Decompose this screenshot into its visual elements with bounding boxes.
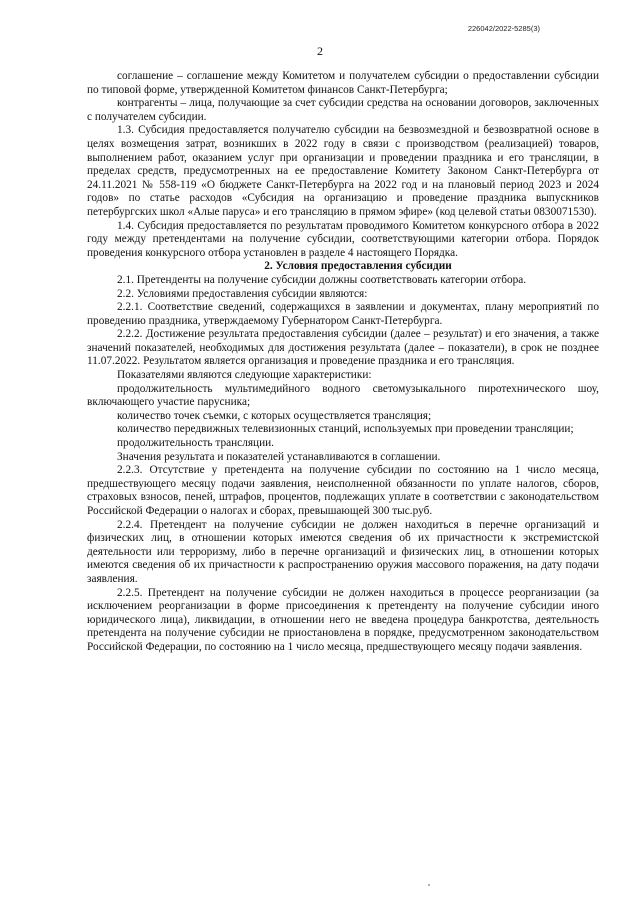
paragraph-2-2-5: 2.2.5. Претендент на получение субсидии не должен находиться в процессе реорганизации (за исключением реорганизации в форме присоединения к претенденту на получение субсидии иного юридического лица), ликвидации, в отношении него не введена процедура банкротства, деятельность претендента на получение субсидии не приостановлена в порядке, предусмотренном законодательством Российской Федерации, по состоянию на 1 число месяца, предшествующего месяцу подачи заявления. [87, 586, 599, 653]
paragraph-1-3: 1.3. Субсидия предоставляется получателю субсидии на безвозмездной и безвозвратной основе в целях возмещения затрат, возникших в 2022 году в связи с производством (реализацией) товаров, выполнением работ, оказанием услуг при организации и проведении праздника и его трансляции, в пределах средств, предусмотренных на ее предоставление Комитету Законом Санкт-Петербурга от 24.11.2021 № 558-119 «О бюджете Санкт-Петербурга на 2022 год и на плановый период 2023 и 2024 годов» по статье расходов «Субсидия на организацию и проведение праздника выпускников петербургских школ «Алые паруса» и его трансляцию в прямом эфире» (код целевой статьи 0830071530). [87, 124, 599, 218]
paragraph-definition-contractors: контрагенты – лица, получающие за счет субсидии средства на основании договоров, заключенных с получателем субсидии. [87, 97, 599, 123]
paragraph-2-2-3: 2.2.3. Отсутствие у претендента на получение субсидии по состоянию на 1 число месяца, предшествующего месяцу подачи заявления, неисполненной обязанности по уплате налогов, сборов, страховых взносов, пеней, штрафов, процентов, подлежащих уплате в соответствии с законодательством Российской Федерации о налогах и сборах, превышающей 300 тыс.руб. [87, 464, 599, 517]
section-title: 2. Условия предоставления субсидии [264, 260, 452, 273]
paragraph-indicator-show-duration: продолжительность мультимедийного водного светомузыкального пиротехнического шоу, включающего участие парусника; [87, 382, 599, 409]
scan-speck [428, 884, 430, 886]
paragraph-values-in-agreement: Значения результата и показателей устанавливаются в соглашении. [117, 450, 441, 463]
paragraph-definition-agreement: соглашение – соглашение между Комитетом и получателем субсидии о предоставлении субсидии по типовой форме, утвержденной Комитетом финансов Санкт-Петербурга; [87, 70, 599, 96]
paragraph-indicators-intro: Показателями являются следующие характеристики: [117, 369, 372, 382]
paragraph-2-2-2: 2.2.2. Достижение результата предоставления субсидии (далее – результат) и его значения, а также значений показателей, необходимых для достижения результата (далее – показатели), в срок не позднее 11.07.2022. Результатом является организация и проведение праздника и его трансляция. [87, 328, 599, 368]
paragraph-2-1: 2.1. Претенденты на получение субсидии должны соответствовать категории отбора. [117, 273, 527, 286]
paragraph-indicator-tv-stations: количество передвижных телевизионных станций, используемых при проведении трансляции; [117, 423, 574, 436]
paragraph-2-2: 2.2. Условиями предоставления субсидии являются: [117, 287, 368, 300]
paragraph-2-2-4: 2.2.4. Претендент на получение субсидии не должен находиться в перечне организаций и физических лиц, в отношении которых имеются сведения об их причастности к экстремистской деятельности или терроризму, либо в перечне организаций и физических лиц, в отношении которых имеются сведения об их причастности к распространению оружия массового поражения, на дату подачи заявления. [87, 518, 599, 585]
document-body [87, 70, 599, 655]
paragraph-indicator-broadcast-duration: продолжительность трансляции. [117, 437, 274, 450]
paragraph-indicator-camera-points: количество точек съемки, с которых осуществляется трансляция; [117, 409, 432, 422]
paragraph-1-4: 1.4. Субсидия предоставляется по результатам проводимого Комитетом конкурсного отбора в 2022 году между претендентами на получение субсидии, соответствующими категории отбора. Порядок проведения конкурсного отбора установлен в разделе 4 настоящего Порядка. [87, 219, 599, 259]
page-number: 2 [317, 44, 323, 58]
paragraph-2-2-1: 2.2.1. Соответствие сведений, содержащихся в заявлении и документах, плану мероприятий по проведению праздника, утверждаемому Губернатором Санкт-Петербурга. [87, 301, 599, 327]
document-registration-number: 226042/2022-5285(3) [467, 24, 540, 33]
